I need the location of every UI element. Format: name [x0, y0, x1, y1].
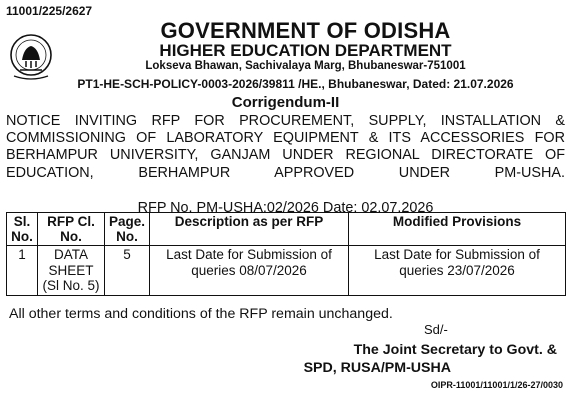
corrigendum-table — [6, 212, 566, 296]
letter-reference-line: PT1-HE-SCH-POLICY-0003-2026/39811 /HE., Bhubaneswar, Dated: 21.07.2026 — [77, 77, 514, 91]
header-description: Description as per RFP — [150, 213, 349, 246]
corrigendum-title: Corrigendum-II — [231, 94, 340, 111]
header-rfp-clause: RFP Cl. No. — [38, 213, 105, 246]
cell-description: Last Date for Submission of queries 08/07/2026 — [150, 246, 349, 296]
signature-sd: Sd/- — [424, 322, 448, 337]
oipr-number: OIPR-11001/11001/1/26-27/0030 — [430, 380, 563, 390]
table-header-row — [7, 213, 566, 246]
government-heading: GOVERNMENT OF ODISHA — [160, 18, 451, 43]
header-modified-provisions: Modified Provisions — [349, 213, 566, 246]
notice-text: NOTICE INVITING RFP FOR PROCUREMENT, SUPPLY, INSTALLATION & COMMISSIONING OF LABORATORY EQUIPMENT & ITS ACCESSORIES FOR BERHAMPUR UNIVERSITY, GANJAM UNDER REGIONAL DIRECTORATE OF EDUCATION, BERHAMPUR APPROVED UNDER PM-USHA. — [6, 113, 565, 181]
department-heading: HIGHER EDUCATION DEPARTMENT — [159, 41, 452, 60]
signatory-line-1: The Joint Secretary to Govt. & — [353, 342, 557, 358]
cell-rfp-clause: DATA SHEET (Sl No. 5) — [38, 246, 105, 296]
header-sl-no: Sl. No. — [7, 213, 38, 246]
department-address: Lokseva Bhawan, Sachivalaya Marg, Bhubaneswar-751001 — [145, 60, 466, 72]
cell-page-no: 5 — [105, 246, 150, 296]
rfp-number-line: RFP No. PM-USHA:02/2026 Date: 02.07.2026 — [137, 200, 434, 216]
other-terms-text: All other terms and conditions of the RFP remain unchanged. — [9, 306, 393, 322]
header-page-no: Page. No. — [105, 213, 150, 246]
table-row — [7, 246, 566, 296]
signatory-line-2: SPD, RUSA/PM-USHA — [303, 360, 451, 376]
reference-number: 11001/225/2627 — [6, 4, 93, 18]
cell-sl-no: 1 — [7, 246, 38, 296]
cell-modified-provision: Last Date for Submission of queries 23/07/2026 — [349, 246, 566, 296]
